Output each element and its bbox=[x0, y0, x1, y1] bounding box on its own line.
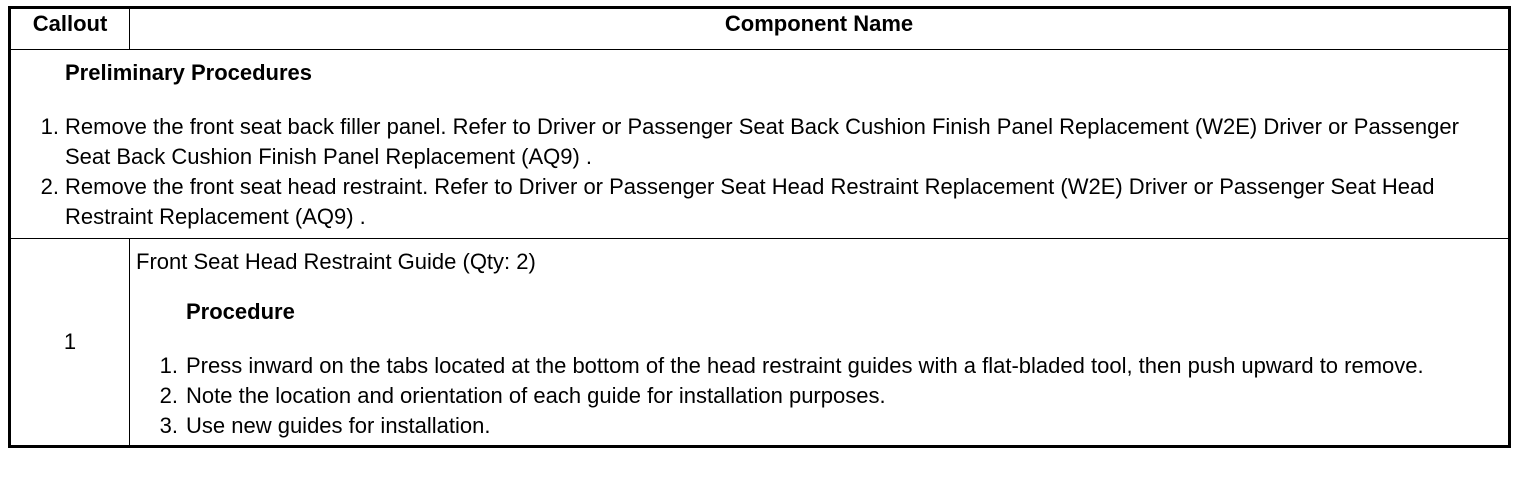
table-row bbox=[10, 239, 1510, 447]
procedure-step bbox=[136, 411, 1498, 441]
component-name: Front Seat Head Restraint Guide (Qty: 2) bbox=[136, 249, 536, 274]
step-number: 3. bbox=[159, 413, 178, 438]
procedure-table bbox=[8, 6, 1511, 448]
preliminary-step bbox=[21, 172, 1498, 232]
step-text: Remove the front seat head restraint. Refer to Driver or Passenger Seat Head Restraint Replacement (W2E) Driver or Passenger Seat Head Restraint Replacement (AQ9) . bbox=[65, 174, 1435, 229]
step-text: Use new guides for installation. bbox=[186, 413, 491, 438]
procedure-step bbox=[136, 381, 1498, 411]
preliminary-row bbox=[10, 50, 1510, 239]
step-number: 2. bbox=[159, 383, 178, 408]
step-number: 1. bbox=[159, 353, 178, 378]
preliminary-step bbox=[21, 112, 1498, 172]
preliminary-steps bbox=[21, 112, 1498, 232]
step-number: 1. bbox=[40, 114, 59, 139]
procedure-title: Procedure bbox=[186, 299, 295, 324]
callout-number: 1 bbox=[10, 239, 130, 447]
preliminary-cell bbox=[10, 50, 1510, 239]
header-row bbox=[10, 8, 1510, 50]
procedure-steps bbox=[136, 351, 1498, 441]
step-text: Note the location and orientation of each guide for installation purposes. bbox=[186, 383, 886, 408]
step-number: 2. bbox=[40, 174, 59, 199]
step-text: Press inward on the tabs located at the bottom of the head restraint guides with a flat-bladed tool, then push upward to remove. bbox=[186, 353, 1424, 378]
component-cell bbox=[130, 239, 1510, 447]
callout-header: Callout bbox=[10, 8, 130, 50]
component-name-header: Component Name bbox=[130, 8, 1510, 50]
preliminary-title: Preliminary Procedures bbox=[65, 60, 313, 85]
step-text: Remove the front seat back filler panel. Refer to Driver or Passenger Seat Back Cushion Finish Panel Replacement (W2E) Driver or Passenger Seat Back Cushion Finish Panel Replacement (AQ9) . bbox=[65, 114, 1459, 169]
procedure-step bbox=[136, 351, 1498, 381]
